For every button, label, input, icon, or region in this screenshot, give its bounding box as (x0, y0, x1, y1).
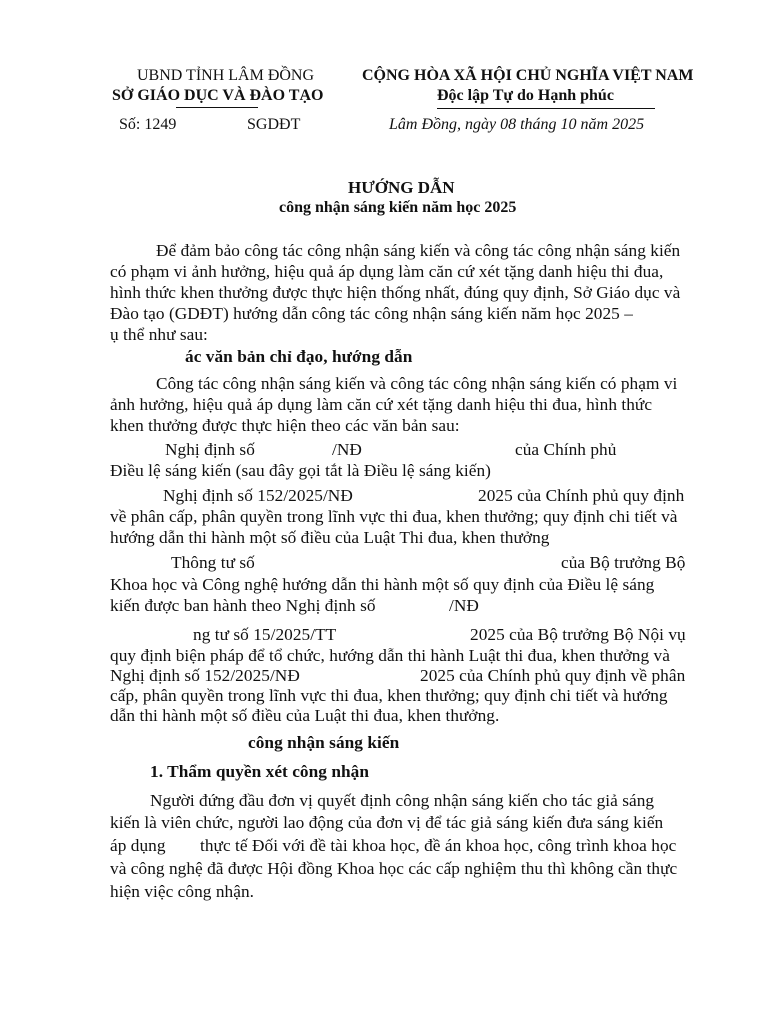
item-text: dẫn thi hành một số điều của Luật thi đua, khen thưởng. (110, 706, 500, 725)
agency-name: SỞ GIÁO DỤC VÀ ĐÀO TẠO (112, 87, 324, 104)
document-number: Số: 1249 (119, 116, 177, 133)
paragraph-line: áp dụng (110, 836, 166, 855)
intro-line: có phạm vi ảnh hưởng, hiệu quả áp dụng làm căn cứ xét tặng danh hiệu thi đua, (110, 262, 664, 281)
item-text: về phân cấp, phân quyền trong lĩnh vực thi đua, khen thưởng; quy định chi tiết và (110, 507, 678, 526)
national-title: CỘNG HÒA XÃ HỘI CHỦ NGHĨA VIỆT NAM (362, 67, 694, 84)
paragraph-line: hiện việc công nhận. (110, 882, 255, 901)
item-text: Nghị định số 152/2025/NĐ (163, 486, 353, 505)
item-text: kiến được ban hành theo Nghị định số (110, 596, 376, 615)
motto-underline (437, 108, 655, 109)
document-code: SGDĐT (247, 116, 301, 133)
item-text: 2025 của Chính phủ quy định về phân (420, 666, 686, 685)
agency-underline (176, 107, 258, 108)
national-motto: Độc lập Tự do Hạnh phúc (437, 87, 614, 104)
item-text: Thông tư số (171, 553, 255, 572)
document-subtitle: công nhận sáng kiến năm học 2025 (279, 199, 517, 216)
paragraph-line: Người đứng đầu đơn vị quyết định công nhận sáng kiến cho tác giả sáng (150, 791, 655, 810)
item-text: 2025 của Bộ trưởng Bộ Nội vụ (470, 625, 686, 644)
section-heading: ác văn bản chỉ đạo, hướng dẫn (185, 347, 413, 366)
intro-line: hình thức khen thưởng được thực hiện thống nhất, đúng quy định, Sở Giáo dục và (110, 283, 681, 302)
intro-line: Đào tạo (GDĐT) hướng dẫn công tác công nhận sáng kiến năm học 2025 – (110, 304, 633, 323)
date-line: Lâm Đồng, ngày 08 tháng 10 năm 2025 (389, 116, 645, 133)
document-title: HƯỚNG DẪN (348, 178, 455, 197)
item-text: Nghị định số 152/2025/NĐ (110, 666, 300, 685)
section-heading: công nhận sáng kiến (248, 733, 400, 752)
paragraph-line: ảnh hưởng, hiệu quả áp dụng làm căn cứ xét tặng danh hiệu thi đua, hình thức (110, 395, 653, 414)
item-text: /NĐ (332, 440, 362, 459)
item-text: 2025 của Chính phủ quy định (478, 486, 685, 505)
item-text: Khoa học và Công nghệ hướng dẫn thi hành một số quy định của Điều lệ sáng (110, 575, 655, 594)
item-text: /NĐ (449, 596, 479, 615)
paragraph-line: kiến là viên chức, người lao động của đơn vị để tác giả sáng kiến đưa sáng kiến (110, 813, 664, 832)
intro-line: ụ thể như sau: (110, 325, 208, 344)
item-text: quy định biện pháp để tổ chức, hướng dẫn thi hành Luật thi đua, khen thưởng và (110, 646, 670, 665)
intro-line: Để đảm bảo công tác công nhận sáng kiến và công tác công nhận sáng kiến (156, 241, 681, 260)
subsection-heading: 1. Thẩm quyền xét công nhận (150, 762, 370, 781)
item-text: ng tư số 15/2025/TT (193, 625, 337, 644)
item-text: hướng dẫn thi hành một số điều của Luật Thi đua, khen thưởng (110, 528, 550, 547)
item-text: cấp, phân quyền trong lĩnh vực thi đua, khen thưởng; quy định chi tiết và hướng (110, 686, 668, 705)
paragraph-line: khen thưởng được thực hiện theo các văn bản sau: (110, 416, 460, 435)
paragraph-line: Công tác công nhận sáng kiến và công tác công nhận sáng kiến có phạm vi (156, 374, 678, 393)
item-text: của Chính phủ (515, 440, 617, 459)
agency-parent: UBND TỈNH LÂM ĐỒNG (137, 67, 315, 84)
item-text: Nghị định số (165, 440, 255, 459)
item-text: của Bộ trưởng Bộ (561, 553, 686, 572)
paragraph-line: và công nghệ đã được Hội đồng Khoa học các cấp nghiệm thu thì không cần thực (110, 859, 678, 878)
paragraph-line: thực tế Đối với đề tài khoa học, đề án khoa học, công trình khoa học (200, 836, 677, 855)
item-text: Điều lệ sáng kiến (sau đây gọi tắt là Điều lệ sáng kiến) (110, 461, 491, 480)
